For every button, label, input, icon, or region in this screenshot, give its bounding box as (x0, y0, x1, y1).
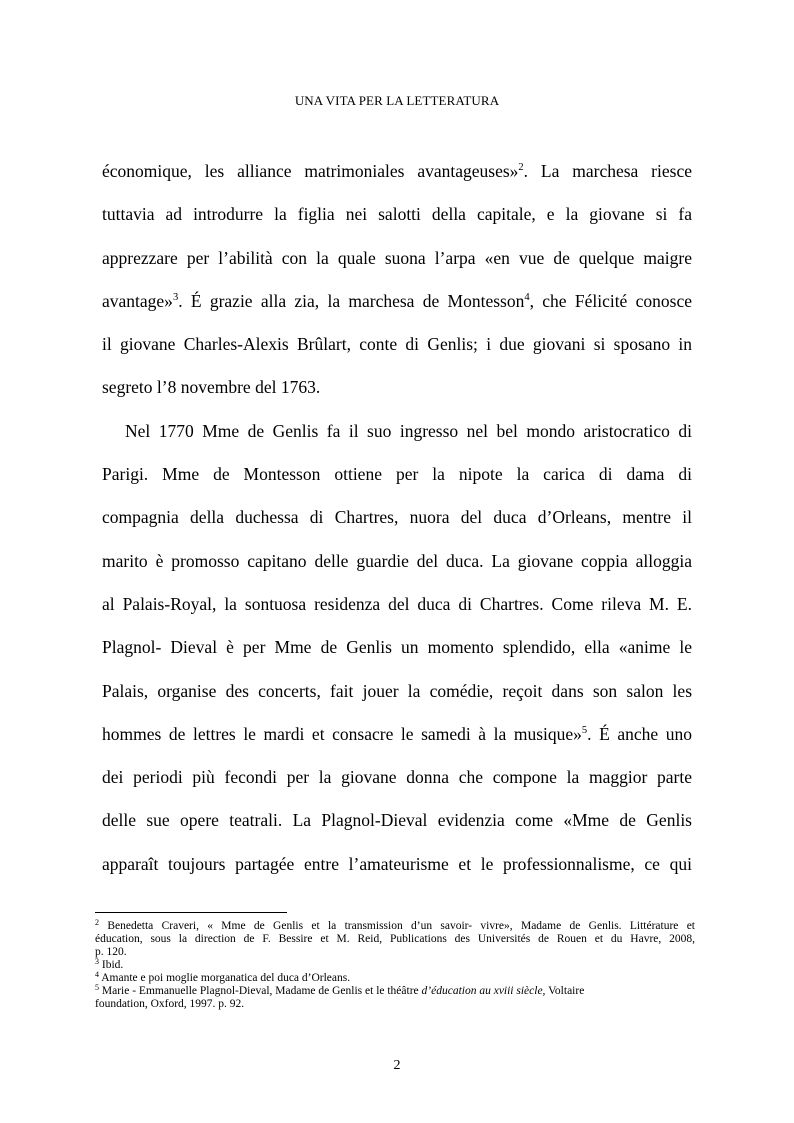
text-line: Plagnol- Dieval è per Mme de Genlis un momento splendido, ella «anime le (102, 637, 692, 658)
footnote-number: 5 (95, 983, 99, 992)
text-line: dei periodi più fecondi per la giovane donna che compone la maggior parte (102, 767, 692, 788)
text-line: économique, les alliance matrimoniales avantageuses»$^2$. La marchesa riesce (102, 161, 692, 181)
footnote-5: $^5$ Marie - Emmanuelle Plagnol-Dieval, Madame de Genlis et le théâtre d’éducation au xviii siècle, Voltaire foundation, Oxford, 1997. p. 92. (95, 983, 585, 1010)
footnotes (95, 920, 695, 1011)
text-line: segreto l’8 novembre del 1763. (102, 377, 321, 398)
footnote-ref: 3 (172, 291, 179, 303)
footnote-2: $^2$ Benedetta Craveri, « Mme de Genlis et la transmission d’un savoir- vivre», Madame de Genlis. Littérature et éducation, sous la direction de F. Bessire et M. Reid, Publications des Universités de Rouen et du Havre, 2008, p. 120. (95, 918, 695, 958)
footnote-ref: 4 (524, 291, 530, 303)
text-line: tuttavia ad introdurre la figlia nei salotti della capitale, e la giovane si fa (102, 204, 692, 225)
text-line: hommes de lettres le mardi et consacre le samedi à la musique»$^5$. É anche uno (102, 723, 692, 744)
footnote-3: $^3$ Ibid. (95, 957, 124, 971)
text-line: Parigi. Mme de Montesson ottiene per la nipote la carica di dama di (102, 464, 692, 485)
body-text (102, 150, 692, 886)
running-header: UNA VITA PER LA LETTERATURA (294, 93, 500, 108)
footnote-number: 2 (95, 918, 99, 927)
text-line: Palais, organise des concerts, fait jouer la comédie, reçoit dans son salon les (102, 680, 692, 701)
text-line: al Palais-Royal, la sontuosa residenza del duca di Chartres. Come rileva M. E. (102, 593, 692, 614)
italic-title: d’éducation au xviii siècle, (421, 985, 546, 997)
text-line: il giovane Charles-Alexis Brûlart, conte di Genlis; i due giovani si sposano in (102, 334, 692, 355)
text-line: compagnia della duchessa di Chartres, nuora del duca d’Orleans, mentre il (102, 507, 692, 528)
footnote-ref: 5 (581, 724, 588, 736)
footnote-number: 3 (95, 957, 99, 966)
text-line: apparaît toujours partagée entre l’amateurisme et le professionnalisme, ce qui (102, 853, 692, 874)
text-line: apprezzare per l’abilità con la quale suona l’arpa «en vue de quelque maigre (102, 247, 692, 268)
footnote-divider (95, 912, 287, 913)
text-line: marito è promosso capitano delle guardie del duca. La giovane coppia alloggia (102, 550, 692, 571)
footnote-number: 4 (95, 970, 99, 979)
page-number: 2 (393, 1058, 401, 1073)
text-line: delle sue opere teatrali. La Plagnol-Dieval evidenzia come «Mme de Genlis (102, 810, 692, 831)
text-line: Nel 1770 Mme de Genlis fa il suo ingresso nel bel mondo aristocratico di (125, 420, 692, 441)
footnote-4: $^4$ Amante e poi moglie morganatica del duca d’Orleans. (95, 970, 351, 984)
footnote-ref: 2 (518, 162, 524, 173)
text-line: avantage»$^3$. É grazie alla zia, la marchesa de Montesson$^4$, che Félicité conosce (102, 290, 692, 311)
